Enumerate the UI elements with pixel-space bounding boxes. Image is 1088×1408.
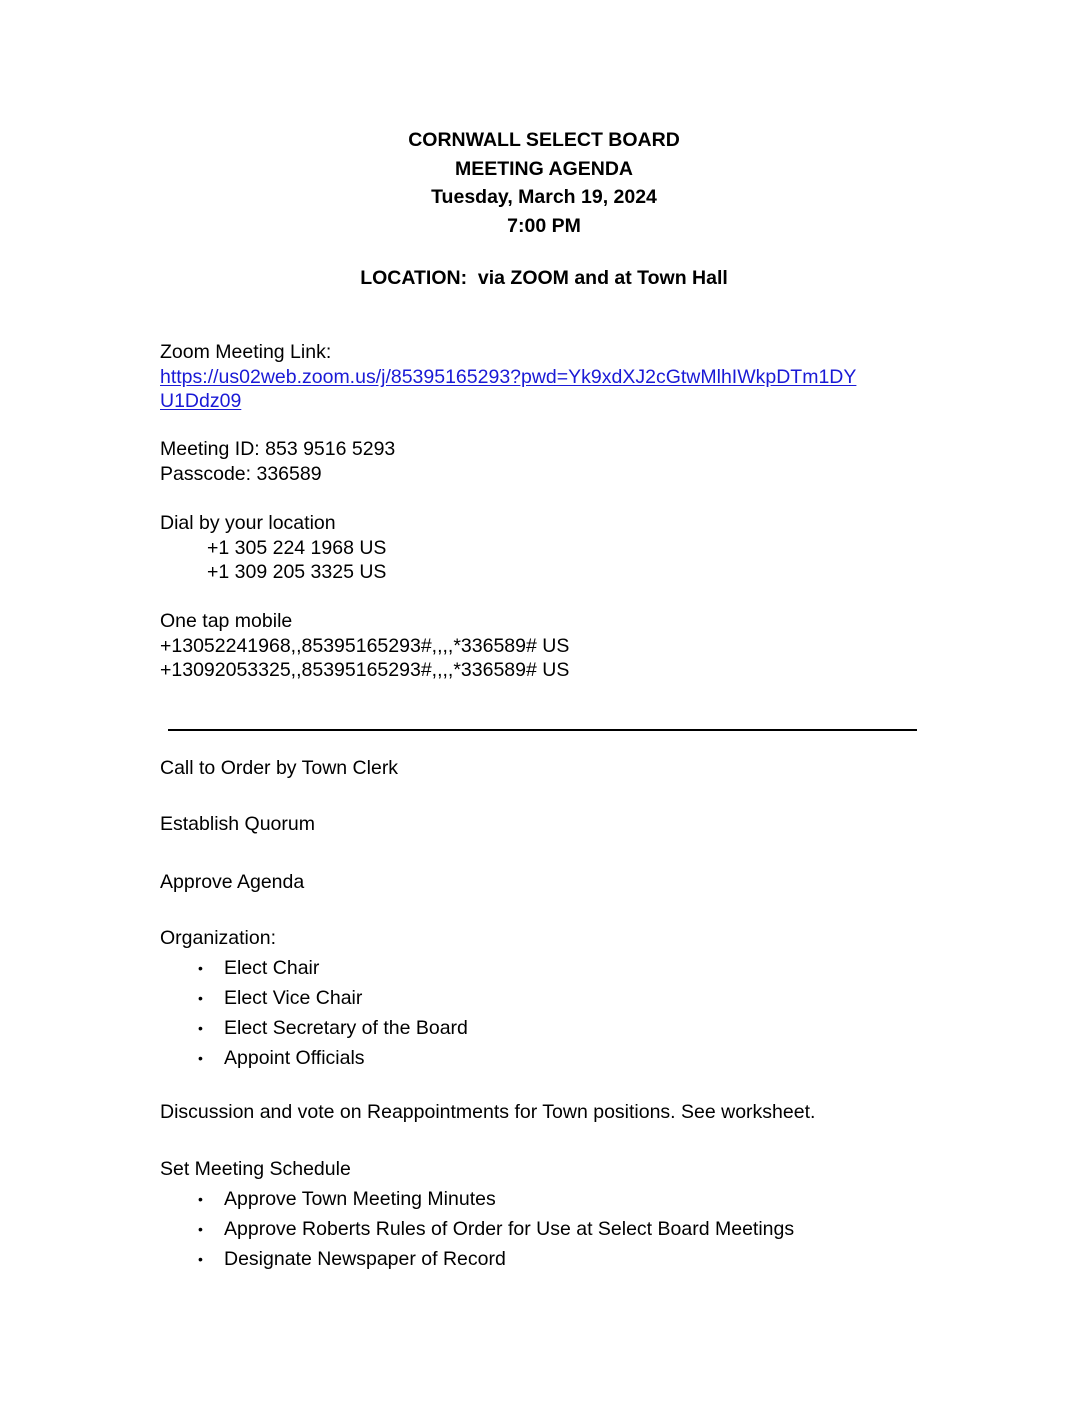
location-line (0, 264, 1088, 293)
agenda-item-discussion: Discussion and vote on Reappointments for Town positions. See worksheet. (160, 1101, 816, 1123)
section-divider (168, 729, 917, 731)
one-tap-number: +13052241968,,85395165293#,,,,*336589# US (160, 634, 570, 657)
organization-label: Organization: (160, 927, 276, 949)
one-tap-number: +13092053325,,85395165293#,,,,*336589# US (160, 659, 570, 681)
zoom-link-line-1[interactable]: https://us02web.zoom.us/j/85395165293?pwd=Yk9xdXJ2cGtwMlhIWkpDTm1DY (160, 365, 857, 388)
bullet-icon: • (198, 989, 203, 1006)
bullet-icon: • (198, 1019, 203, 1036)
document-header (0, 126, 1088, 240)
list-item: • Approve Roberts Rules of Order for Use at Select Board Meetings (160, 1214, 794, 1244)
bullet-icon: • (198, 959, 203, 976)
list-item: • Elect Chair (160, 953, 468, 983)
bullet-icon: • (198, 1049, 203, 1066)
agenda-title: MEETING AGENDA (454, 157, 634, 180)
schedule-list (160, 1184, 794, 1274)
list-item: • Approve Town Meeting Minutes (160, 1184, 794, 1214)
dial-label: Dial by your location (160, 512, 336, 534)
list-item: • Elect Vice Chair (160, 983, 468, 1013)
meeting-credentials (160, 437, 395, 486)
agenda-item-approve-agenda: Approve Agenda (160, 871, 305, 893)
bullet-icon: • (198, 1220, 203, 1237)
meeting-location: LOCATION: via ZOOM and at Town Hall (360, 267, 728, 289)
dial-number: +1 305 224 1968 US (207, 536, 387, 559)
passcode: Passcode: 336589 (160, 462, 322, 485)
list-item: • Appoint Officials (160, 1043, 468, 1073)
organization-section (160, 926, 468, 1073)
one-tap-label: One tap mobile (160, 610, 293, 632)
meeting-id: Meeting ID: 853 9516 5293 (160, 438, 396, 460)
organization-list (160, 953, 468, 1073)
meeting-date: Tuesday, March 19, 2024 (431, 186, 657, 208)
schedule-section (160, 1157, 794, 1274)
list-item: • Designate Newspaper of Record (160, 1244, 794, 1274)
dial-section (160, 511, 386, 585)
zoom-info (160, 340, 856, 414)
schedule-label: Set Meeting Schedule (160, 1158, 351, 1180)
one-tap-section (160, 609, 569, 683)
zoom-link-line-2[interactable]: U1Ddz09 (160, 390, 242, 412)
list-item: • Elect Secretary of the Board (160, 1013, 468, 1043)
bullet-icon: • (198, 1250, 203, 1267)
zoom-link-label: Zoom Meeting Link: (160, 341, 332, 363)
agenda-item-quorum: Establish Quorum (160, 813, 315, 835)
bullet-icon: • (198, 1190, 203, 1207)
board-title: CORNWALL SELECT BOARD (408, 129, 680, 151)
meeting-time: 7:00 PM (507, 214, 581, 237)
agenda-item-call-to-order: Call to Order by Town Clerk (160, 757, 399, 779)
dial-number: +1 309 205 3325 US (207, 561, 387, 583)
